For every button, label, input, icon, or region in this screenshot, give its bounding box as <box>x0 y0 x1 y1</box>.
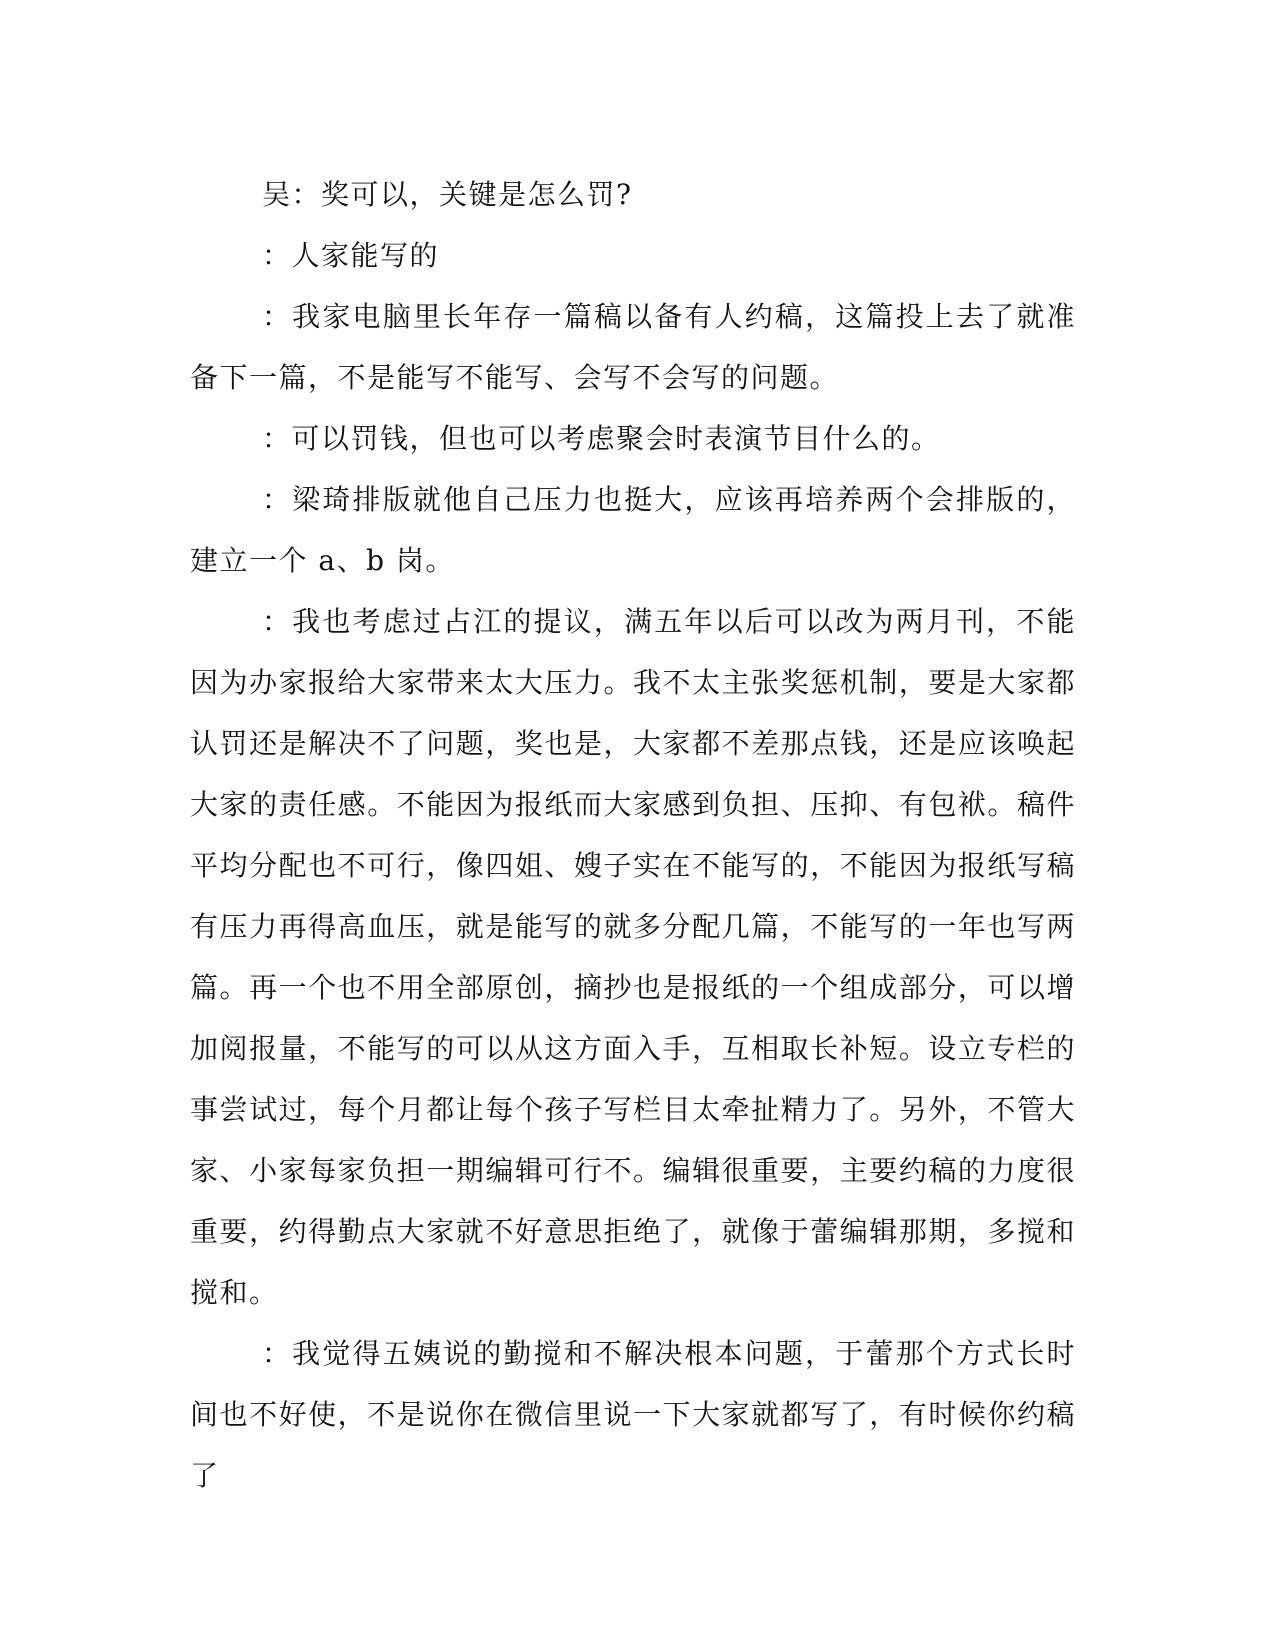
paragraph-typesetting-backup: ：梁琦排版就他自己压力也挺大，应该再培养两个会排版的，建立一个 a、b 岗。 <box>190 483 1076 577</box>
paragraph-spare-manuscript: ：我家电脑里长年存一篇稿以备有人约稿，这篇投上去了就准备下一篇，不是能写不能写、会写不会写的问题。 <box>190 300 1076 394</box>
paragraph-root-problem: ：我觉得五姨说的勤搅和不解决根本问题，于蕾那个方式长时间也不好使，不是说你在微信里说一下大家就都写了，有时候你约稿了 <box>190 1337 1076 1492</box>
paragraph-fine-or-perform: ：可以罚钱，但也可以考虑聚会时表演节目什么的。 <box>262 422 941 455</box>
paragraph-those-who-can-write: ：人家能写的 <box>262 239 440 272</box>
document-body <box>190 164 1076 1506</box>
paragraph-bimonthly-proposal: ：我也考虑过占江的提议，满五年以后可以改为两月刊，不能因为办家报给大家带来太大压力。我不太主张奖惩机制，要是大家都认罚还是解决不了问题，奖也是，大家都不差那点钱，还是应该唤起大家的责任感。不能因为报纸而大家感到负担、压抑、有包袱。稿件平均分配也不可行，像四姐、嫂子实在不能写的，不能因为报纸写稿有压力再得高血压，就是能写的就多分配几篇，不能写的一年也写两篇。再一个也不用全部原创，摘抄也是报纸的一个组成部分，可以增加阅报量，不能写的可以从这方面入手，互相取长补短。设立专栏的事尝试过，每个月都让每个孩子写栏目太牵扯精力了。另外，不管大家、小家每家负担一期编辑可行不。编辑很重要，主要约稿的力度很重要，约得勤点大家就不好意思拒绝了，就像于蕾编辑那期，多搅和搅和。 <box>190 605 1076 1309</box>
paragraph-wu-reward-penalty: 吴：奖可以，关键是怎么罚? <box>262 178 633 211</box>
